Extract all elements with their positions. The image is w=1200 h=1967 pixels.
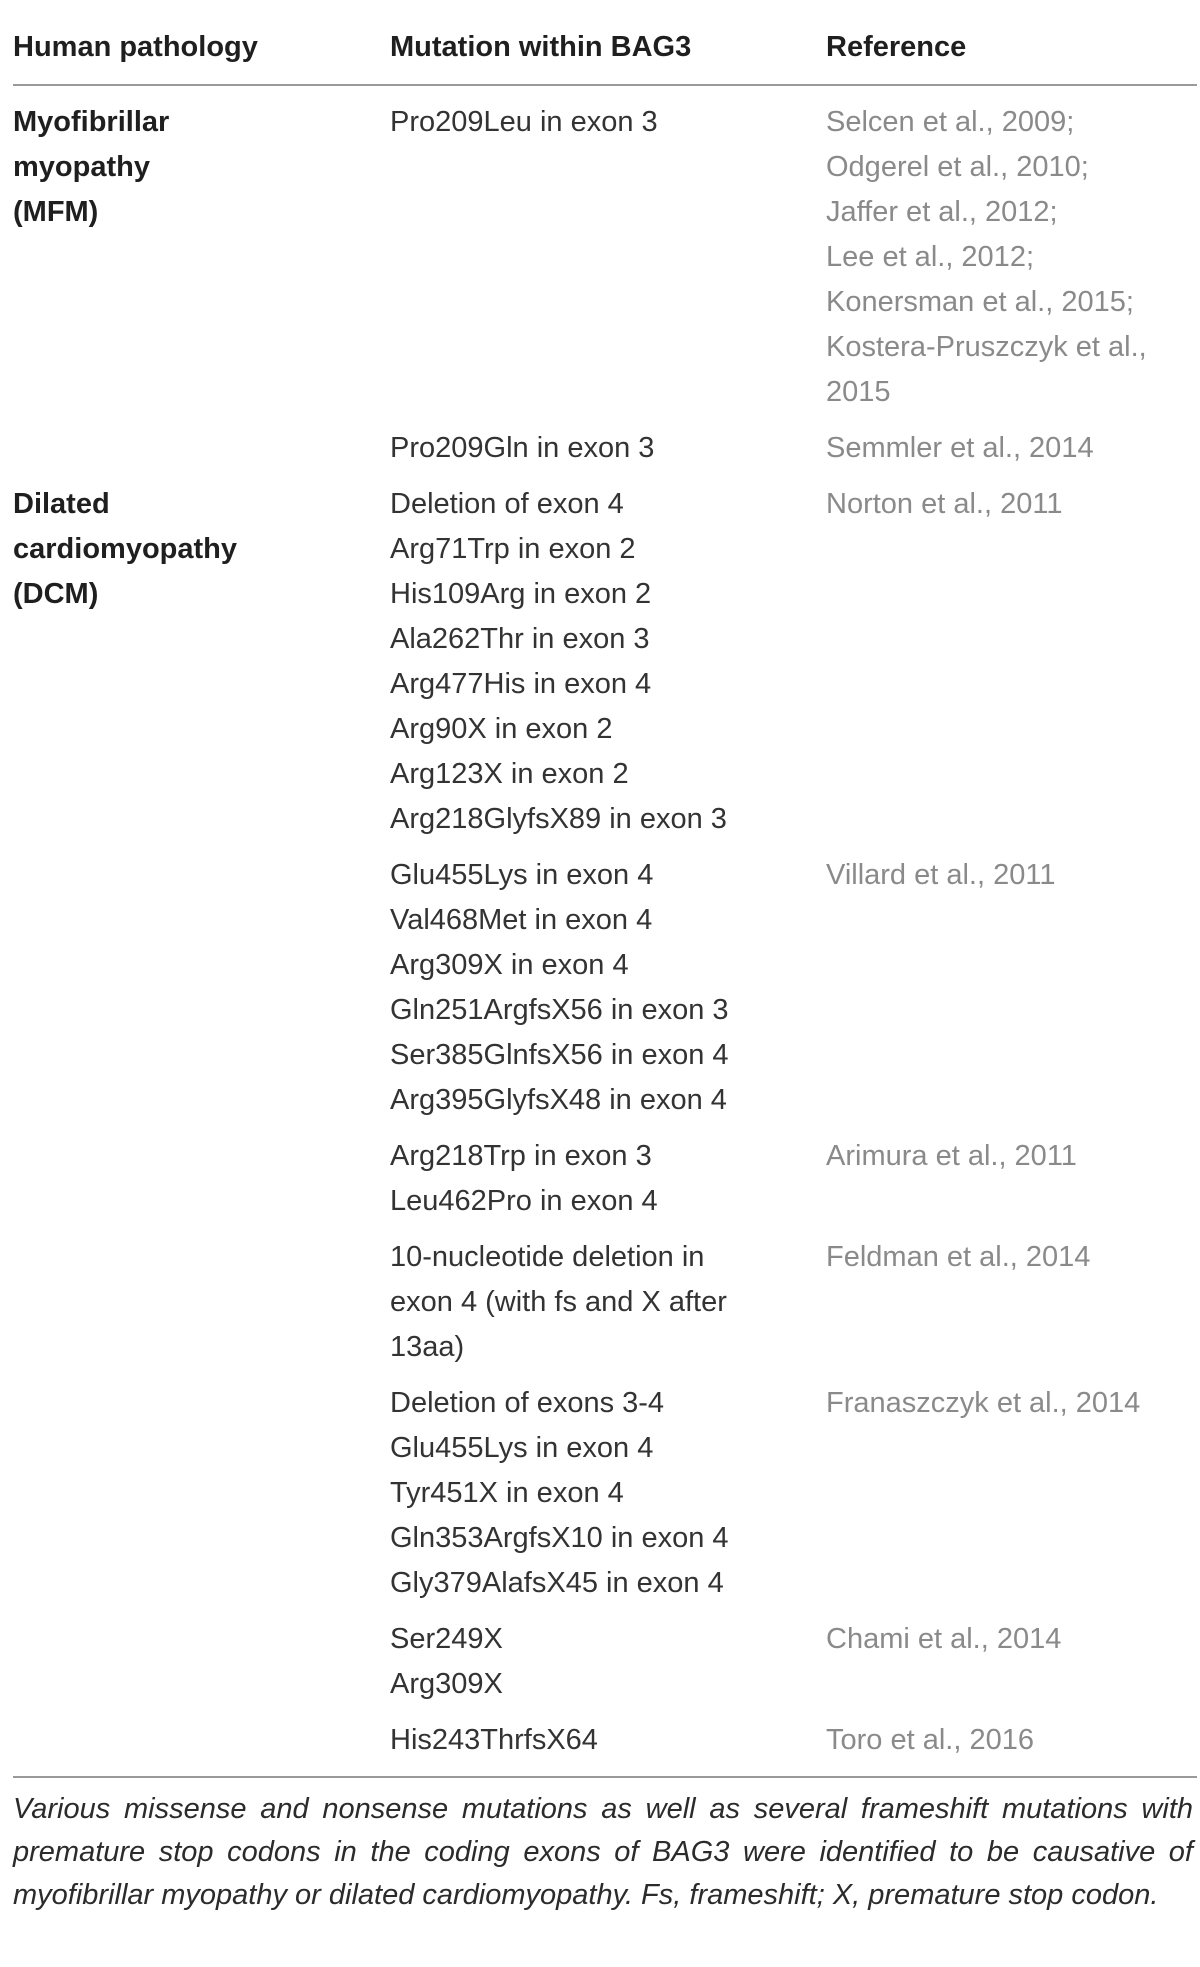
table-footnote: Various missense and nonsense mutations as well as several frameshift mutations with premature stop codons in the coding exons of BAG3 were identified to be causative of myofibrillar myopathy or dilated cardiomyopathy. Fs, frameshift; X, premature stop codon. bbox=[13, 1776, 1197, 1917]
header-mutation: Mutation within BAG3 bbox=[390, 0, 826, 85]
mutation-cell bbox=[390, 1377, 826, 1613]
mutation-cell-line: Pro209Gln in exon 3 bbox=[390, 432, 655, 464]
pathology-cell-line: (MFM) bbox=[13, 196, 99, 228]
reference-cell bbox=[826, 422, 1197, 478]
header-row bbox=[13, 0, 1197, 85]
reference-cell bbox=[826, 1613, 1197, 1714]
mutation-cell-line: Gly379AlafsX45 in exon 4 bbox=[390, 1567, 724, 1599]
mutation-cell-line: Arg123X in exon 2 bbox=[390, 758, 629, 790]
pathology-cell bbox=[13, 1130, 390, 1231]
table-row bbox=[13, 478, 1197, 849]
mutation-cell-line: Deletion of exon 4 bbox=[390, 488, 624, 520]
reference-cell-line: Arimura et al., 2011 bbox=[826, 1140, 1077, 1172]
mutation-cell-line: His243ThrfsX64 bbox=[390, 1724, 598, 1756]
table-header bbox=[13, 0, 1197, 85]
pathology-cell bbox=[13, 1231, 390, 1377]
mutation-cell bbox=[390, 849, 826, 1130]
pathology-cell bbox=[13, 1714, 390, 1770]
mutation-cell-line: Deletion of exons 3-4 bbox=[390, 1387, 665, 1419]
pathology-cell bbox=[13, 1377, 390, 1613]
reference-cell bbox=[826, 1714, 1197, 1770]
header-human-pathology: Human pathology bbox=[13, 0, 390, 85]
mutation-cell-line: Tyr451X in exon 4 bbox=[390, 1477, 624, 1509]
mutation-cell-line: Arg309X in exon 4 bbox=[390, 949, 629, 981]
table-row bbox=[13, 85, 1197, 422]
pathology-cell-line: myopathy bbox=[13, 151, 150, 183]
mutation-cell-line: Arg90X in exon 2 bbox=[390, 713, 613, 745]
mutation-cell bbox=[390, 1714, 826, 1770]
reference-cell-line: Norton et al., 2011 bbox=[826, 488, 1063, 520]
table-row bbox=[13, 1130, 1197, 1231]
mutation-table-container bbox=[13, 0, 1197, 1917]
reference-cell bbox=[826, 1231, 1197, 1377]
mutation-cell bbox=[390, 478, 826, 849]
mutation-cell-line: Glu455Lys in exon 4 bbox=[390, 1432, 654, 1464]
pathology-cell bbox=[13, 849, 390, 1130]
reference-cell-line: Semmler et al., 2014 bbox=[826, 432, 1094, 464]
pathology-cell-line: Dilated bbox=[13, 488, 110, 520]
mutation-cell-line: Arg309X bbox=[390, 1668, 503, 1700]
mutation-cell-line: Val468Met in exon 4 bbox=[390, 904, 653, 936]
reference-cell-line: Selcen et al., 2009; bbox=[826, 106, 1075, 138]
reference-cell-line: 2015 bbox=[826, 376, 891, 408]
pathology-cell-line: (DCM) bbox=[13, 578, 99, 610]
pathology-cell-line: cardiomyopathy bbox=[13, 533, 237, 565]
table-row bbox=[13, 849, 1197, 1130]
reference-cell bbox=[826, 849, 1197, 1130]
reference-cell-line: Villard et al., 2011 bbox=[826, 859, 1056, 891]
mutation-cell bbox=[390, 1613, 826, 1714]
mutation-cell-line: Leu462Pro in exon 4 bbox=[390, 1185, 658, 1217]
reference-cell-line: Konersman et al., 2015; bbox=[826, 286, 1134, 318]
pathology-cell bbox=[13, 1613, 390, 1714]
reference-cell-line: Chami et al., 2014 bbox=[826, 1623, 1062, 1655]
mutation-cell bbox=[390, 1130, 826, 1231]
table-body bbox=[13, 85, 1197, 1770]
mutation-cell-line: Arg477His in exon 4 bbox=[390, 668, 652, 700]
mutation-cell-line: Arg218GlyfsX89 in exon 3 bbox=[390, 803, 727, 835]
reference-cell-line: Jaffer et al., 2012; bbox=[826, 196, 1058, 228]
mutation-cell-line: Pro209Leu in exon 3 bbox=[390, 106, 658, 138]
mutation-cell-line: Arg218Trp in exon 3 bbox=[390, 1140, 652, 1172]
mutation-cell-line: exon 4 (with fs and X after bbox=[390, 1286, 727, 1318]
pathology-cell bbox=[13, 85, 390, 422]
mutation-cell bbox=[390, 85, 826, 422]
reference-cell-line: Lee et al., 2012; bbox=[826, 241, 1034, 273]
reference-cell-line: Kostera-Pruszczyk et al., bbox=[826, 331, 1147, 363]
reference-cell bbox=[826, 478, 1197, 849]
table-row bbox=[13, 1714, 1197, 1770]
table-row bbox=[13, 1377, 1197, 1613]
header-reference: Reference bbox=[826, 0, 1197, 85]
reference-cell bbox=[826, 1130, 1197, 1231]
mutation-cell-line: Glu455Lys in exon 4 bbox=[390, 859, 654, 891]
pathology-cell bbox=[13, 422, 390, 478]
mutation-cell-line: 10-nucleotide deletion in bbox=[390, 1241, 705, 1273]
reference-cell-line: Feldman et al., 2014 bbox=[826, 1241, 1091, 1273]
mutation-cell-line: His109Arg in exon 2 bbox=[390, 578, 652, 610]
reference-cell bbox=[826, 85, 1197, 422]
reference-cell-line: Toro et al., 2016 bbox=[826, 1724, 1034, 1756]
table-row bbox=[13, 422, 1197, 478]
mutation-cell bbox=[390, 1231, 826, 1377]
mutation-cell-line: Gln353ArgfsX10 in exon 4 bbox=[390, 1522, 729, 1554]
mutation-cell-line: Ser249X bbox=[390, 1623, 503, 1655]
bag3-mutation-table bbox=[13, 0, 1197, 1770]
mutation-cell bbox=[390, 422, 826, 478]
mutation-cell-line: Ala262Thr in exon 3 bbox=[390, 623, 650, 655]
mutation-cell-line: Ser385GlnfsX56 in exon 4 bbox=[390, 1039, 729, 1071]
pathology-cell bbox=[13, 478, 390, 849]
mutation-cell-line: Gln251ArgfsX56 in exon 3 bbox=[390, 994, 729, 1026]
table-row bbox=[13, 1231, 1197, 1377]
reference-cell bbox=[826, 1377, 1197, 1613]
table-row bbox=[13, 1613, 1197, 1714]
pathology-cell-line: Myofibrillar bbox=[13, 106, 170, 138]
mutation-cell-line: 13aa) bbox=[390, 1331, 465, 1363]
mutation-cell-line: Arg395GlyfsX48 in exon 4 bbox=[390, 1084, 727, 1116]
reference-cell-line: Odgerel et al., 2010; bbox=[826, 151, 1089, 183]
mutation-cell-line: Arg71Trp in exon 2 bbox=[390, 533, 636, 565]
reference-cell-line: Franaszczyk et al., 2014 bbox=[826, 1387, 1141, 1419]
